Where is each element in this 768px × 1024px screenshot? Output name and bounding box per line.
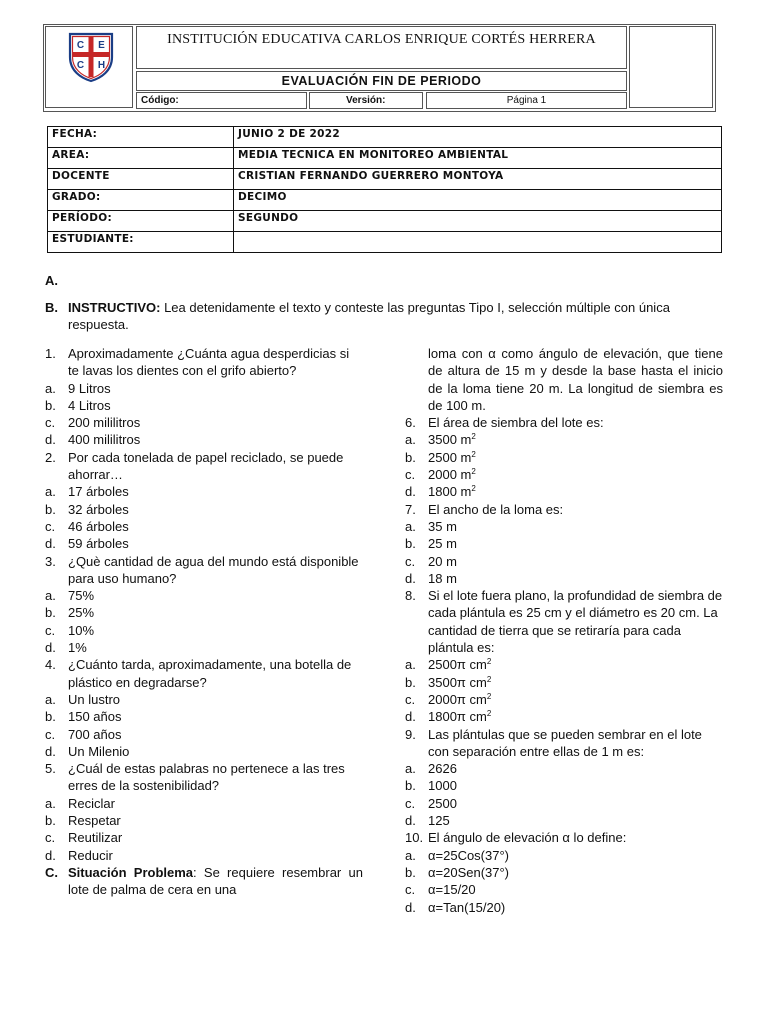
option-letter: a. — [45, 795, 56, 811]
question-number: 5. — [45, 761, 56, 777]
question-number: 8. — [405, 588, 416, 604]
option-text: 2500 m — [428, 449, 472, 465]
questions-left-column — [45, 345, 363, 899]
table-row — [48, 127, 722, 148]
option — [45, 431, 363, 448]
school-shield-logo — [68, 31, 114, 83]
option-text: 1800 m — [428, 484, 472, 500]
option-text: 46 árboles — [68, 518, 129, 534]
option-letter: b. — [45, 397, 56, 413]
institution-name: INSTITUCIÓN EDUCATIVA CARLOS ENRIQUE CORTÉS HERRERA — [136, 26, 627, 69]
page-number: Página 1 — [426, 92, 627, 109]
info-label: FECHA: — [48, 127, 234, 148]
header-blank-cell — [629, 26, 713, 108]
option-letter: d. — [405, 899, 416, 915]
option — [405, 899, 723, 916]
exam-title: EVALUACIÓN FIN DE PERIODO — [136, 71, 627, 91]
option-letter: d. — [45, 432, 56, 448]
option-text: Reutilizar — [68, 830, 123, 846]
option — [405, 881, 723, 898]
option-text: 3500 m — [428, 432, 472, 448]
question-2 — [45, 449, 363, 484]
option-letter: a. — [405, 518, 416, 534]
option-letter: c. — [405, 467, 416, 483]
option — [405, 708, 723, 725]
superscript: 2 — [486, 674, 492, 684]
info-value: CRISTIAN FERNANDO GUERRERO MONTOYA — [234, 169, 722, 190]
option-text: 32 árboles — [68, 501, 129, 517]
option-text: 9 Litros — [68, 380, 111, 396]
option — [405, 864, 723, 881]
option-letter: d. — [405, 813, 416, 829]
option-letter: a. — [405, 761, 416, 777]
question-number: 2. — [45, 449, 56, 465]
question-number: 3. — [45, 553, 56, 569]
option — [405, 553, 723, 570]
option — [45, 847, 363, 864]
info-value: DECIMO — [234, 190, 722, 211]
option — [45, 414, 363, 431]
option-text: 25% — [68, 605, 95, 621]
question-8 — [405, 587, 723, 656]
option-text: 17 árboles — [68, 484, 129, 500]
problem-text-continued — [405, 345, 723, 414]
option-text: 2500 — [428, 795, 457, 811]
question-text: ¿Cuánto tarda, aproximadamente, una botella de plástico en degradarse? — [68, 657, 352, 690]
question-5 — [45, 760, 363, 795]
option-text: 2626 — [428, 761, 457, 777]
question-text: Por cada tonelada de papel reciclado, se puede ahorrar… — [68, 449, 344, 483]
option — [45, 535, 363, 552]
option-letter: c. — [45, 415, 56, 431]
option-text: 4 Litros — [68, 397, 111, 413]
superscript: 2 — [486, 691, 492, 701]
option — [45, 743, 363, 760]
option-text: 75% — [68, 588, 95, 604]
option — [405, 691, 723, 708]
option-text: Reducir — [68, 847, 113, 863]
option-letter: c. — [405, 691, 416, 707]
superscript: 2 — [471, 432, 476, 442]
questions-right-column — [405, 345, 723, 916]
superscript: 2 — [486, 709, 492, 719]
option — [405, 449, 723, 466]
option — [45, 708, 363, 725]
question-text: ¿Cuál de estas palabras no pertenece a las tres erres de la sostenibilidad? — [68, 761, 345, 794]
option — [405, 466, 723, 483]
option-letter: a. — [45, 484, 56, 500]
option-text: α=Tan(15/20) — [428, 899, 506, 915]
section-b-label: B. — [45, 300, 58, 315]
option-letter: d. — [45, 847, 56, 863]
option — [405, 535, 723, 552]
option-text: α=20Sen(37°) — [428, 864, 510, 880]
option-text: 1% — [68, 640, 87, 656]
table-row — [48, 232, 722, 253]
info-value: JUNIO 2 DE 2022 — [234, 127, 722, 148]
option-text: 2000π cm — [428, 691, 487, 707]
option-letter: c. — [45, 518, 56, 534]
option-letter: a. — [405, 847, 416, 863]
option-letter: d. — [45, 743, 56, 759]
option — [45, 639, 363, 656]
question-text: Aproximadamente ¿Cuánta agua desperdicias si te lavas los dientes con el grifo abierto? — [68, 346, 350, 379]
option-letter: d. — [405, 709, 416, 725]
option-text: 59 árboles — [68, 536, 129, 552]
question-text: El ancho de la loma es: — [428, 501, 564, 517]
problem-text: loma con α como ángulo de elevación, que tiene de altura de 15 m y desde la base hasta el inicio de la loma tiene 20 m. La longitud de siembra es de 100 m. — [428, 346, 723, 413]
question-text: El ángulo de elevación α lo define: — [428, 830, 627, 846]
section-b-instructions — [45, 299, 725, 334]
option-text: Respetar — [68, 813, 121, 829]
table-row — [48, 169, 722, 190]
option — [405, 570, 723, 587]
option-text: 700 años — [68, 726, 122, 742]
option-text: 400 mililitros — [68, 432, 141, 448]
option — [45, 829, 363, 846]
option — [45, 622, 363, 639]
option-letter: b. — [405, 536, 416, 552]
option — [45, 726, 363, 743]
question-text: Las plántulas que se pueden sembrar en el lote con separación entre ellas de 1 m es: — [428, 726, 702, 759]
info-label: PERÍODO: — [48, 211, 234, 232]
option — [45, 397, 363, 414]
option — [405, 518, 723, 535]
option — [45, 587, 363, 604]
option-text: 1800π cm — [428, 709, 487, 725]
option-letter: d. — [405, 570, 416, 586]
option-letter: d. — [45, 640, 56, 656]
option-letter: b. — [45, 813, 56, 829]
option-text: 35 m — [428, 518, 457, 534]
option-text: α=15/20 — [428, 882, 476, 898]
superscript: 2 — [471, 484, 476, 494]
info-value: MEDIA TECNICA EN MONITOREO AMBIENTAL — [234, 148, 722, 169]
option — [405, 431, 723, 448]
info-table — [47, 126, 722, 253]
info-label: ESTUDIANTE: — [48, 232, 234, 253]
codigo-label: Código: — [136, 92, 307, 109]
option — [45, 604, 363, 621]
question-1 — [45, 345, 363, 380]
question-text: ¿Què cantidad de agua del mundo está disponible para uso humano? — [68, 553, 359, 586]
option-letter: c. — [405, 553, 416, 569]
instructions-title: INSTRUCTIVO: — [68, 300, 161, 315]
option-letter: b. — [405, 864, 416, 880]
option-letter: d. — [45, 536, 56, 552]
section-a-label: A. — [45, 273, 58, 288]
info-value: SEGUNDO — [234, 211, 722, 232]
option-letter: b. — [405, 674, 416, 690]
option-text: 3500π cm — [428, 674, 487, 690]
option-letter: b. — [45, 709, 56, 725]
option-letter: a. — [405, 432, 416, 448]
question-number: 7. — [405, 501, 416, 517]
option-text: 150 años — [68, 709, 122, 725]
option — [405, 812, 723, 829]
option-letter: c. — [45, 830, 56, 846]
option-text: 25 m — [428, 536, 457, 552]
question-number: 1. — [45, 346, 56, 361]
problem-title: Situación Problema — [68, 864, 194, 880]
option-text: 125 — [428, 813, 450, 829]
question-4 — [45, 656, 363, 691]
option-letter: d. — [405, 484, 416, 500]
question-text: El área de siembra del lote es: — [428, 415, 604, 431]
option — [405, 656, 723, 673]
instructions-text: Lea detenidamente el texto y conteste las preguntas Tipo I, selección múltiple con única respuesta. — [68, 300, 670, 333]
option-letter: c. — [405, 882, 416, 898]
question-9 — [405, 726, 723, 761]
problem-text: : Se requiere resembrar un lote de palma de cera en una — [68, 864, 363, 898]
option — [45, 518, 363, 535]
question-text: Si el lote fuera plano, la profundidad de siembra de cada plántula es 25 cm y el diámetro es 20 cm. La cantidad de tierra que se retiraría para cada plántula es: — [428, 588, 723, 656]
table-row — [48, 190, 722, 211]
option-text: 1000 — [428, 778, 457, 794]
version-label: Versión: — [309, 92, 423, 109]
option — [45, 691, 363, 708]
option — [405, 483, 723, 500]
question-number: 6. — [405, 415, 416, 431]
logo-cell — [45, 26, 133, 108]
option-letter: a. — [45, 691, 56, 707]
option — [405, 847, 723, 864]
option-letter: c. — [45, 726, 56, 742]
option — [405, 795, 723, 812]
option-letter: c. — [405, 795, 416, 811]
option-text: 200 mililitros — [68, 415, 141, 431]
option — [45, 812, 363, 829]
option-letter: b. — [405, 449, 416, 465]
option-letter: a. — [405, 657, 416, 673]
logo-letter-2: E — [98, 40, 105, 51]
table-row — [48, 211, 722, 232]
option — [45, 483, 363, 500]
option-text: Un Milenio — [68, 743, 130, 759]
option-text: 18 m — [428, 570, 457, 586]
question-number: 10. — [405, 830, 424, 846]
question-number: 9. — [405, 726, 416, 742]
option-text: Reciclar — [68, 795, 115, 811]
option-letter: b. — [405, 778, 416, 794]
option-letter: a. — [45, 588, 56, 604]
question-6 — [405, 414, 723, 431]
option-text: Un lustro — [68, 691, 121, 707]
option-letter: a. — [45, 380, 56, 396]
option-text: 10% — [68, 622, 95, 638]
question-7 — [405, 501, 723, 518]
superscript: 2 — [471, 449, 476, 459]
option-letter: b. — [45, 605, 56, 621]
section-c-label: C. — [45, 864, 58, 880]
option — [45, 380, 363, 397]
info-label: DOCENTE — [48, 169, 234, 190]
option — [405, 760, 723, 777]
option-text: 2500π cm — [428, 657, 487, 673]
option — [45, 501, 363, 518]
document-header — [43, 24, 716, 112]
option-text: 2000 m — [428, 467, 472, 483]
option-text: α=25Cos(37°) — [428, 847, 510, 863]
question-10 — [405, 829, 723, 846]
option-letter: b. — [45, 501, 56, 517]
option — [405, 674, 723, 691]
question-3 — [45, 553, 363, 588]
info-label: GRADO: — [48, 190, 234, 211]
option — [45, 795, 363, 812]
superscript: 2 — [486, 657, 492, 667]
superscript: 2 — [471, 467, 476, 477]
section-c-problem — [45, 864, 363, 899]
logo-letter-1: C — [76, 40, 85, 51]
info-label: AREA: — [48, 148, 234, 169]
option-letter: c. — [45, 622, 56, 638]
logo-letter-3: C — [76, 60, 85, 71]
table-row — [48, 148, 722, 169]
option — [405, 777, 723, 794]
option-text: 20 m — [428, 553, 457, 569]
question-number: 4. — [45, 657, 56, 673]
student-name-field[interactable] — [234, 232, 722, 253]
logo-letter-4: H — [97, 60, 106, 71]
